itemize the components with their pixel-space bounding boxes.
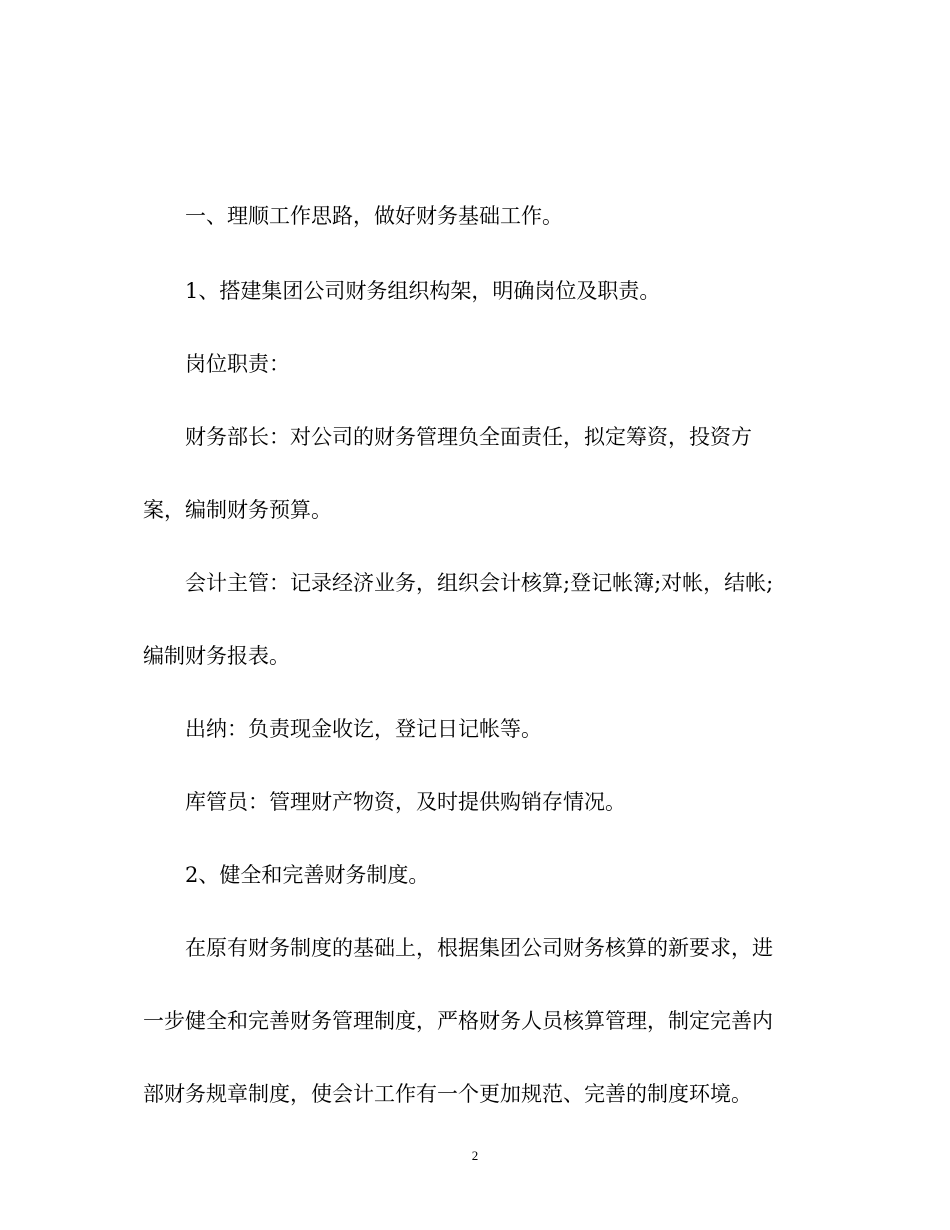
paragraph-line: 部财务规章制度，使会计工作有一个更加规范、完善的制度环境。 (143, 1082, 752, 1106)
subheading-2: 2、健全和完善财务制度。 (185, 863, 430, 887)
paragraph-line: 案，编制财务预算。 (143, 498, 332, 522)
paragraph-line: 出纳：负责现金收讫，登记日记帐等。 (185, 717, 542, 741)
paragraph-line: 会计主管：记录经济业务，组织会计核算;登记帐簿;对帐，结帐; (185, 571, 774, 595)
heading-section-1: 一、理顺工作思路，做好财务基础工作。 (185, 204, 563, 228)
paragraph-line: 岗位职责： (185, 352, 290, 376)
paragraph-line: 财务部长：对公司的财务管理负全面责任，拟定筹资，投资方 (185, 425, 752, 449)
paragraph-line: 一步健全和完善财务管理制度，严格财务人员核算管理，制定完善内 (143, 1009, 773, 1033)
subheading-1: 1、搭建集团公司财务组织构架，明确岗位及职责。 (185, 279, 661, 303)
paragraph-line: 在原有财务制度的基础上，根据集团公司财务核算的新要求，进 (185, 936, 773, 960)
paragraph-line: 编制财务报表。 (143, 644, 290, 668)
page-number: 2 (471, 1148, 479, 1163)
paragraph-line: 库管员：管理财产物资，及时提供购销存情况。 (185, 790, 626, 814)
